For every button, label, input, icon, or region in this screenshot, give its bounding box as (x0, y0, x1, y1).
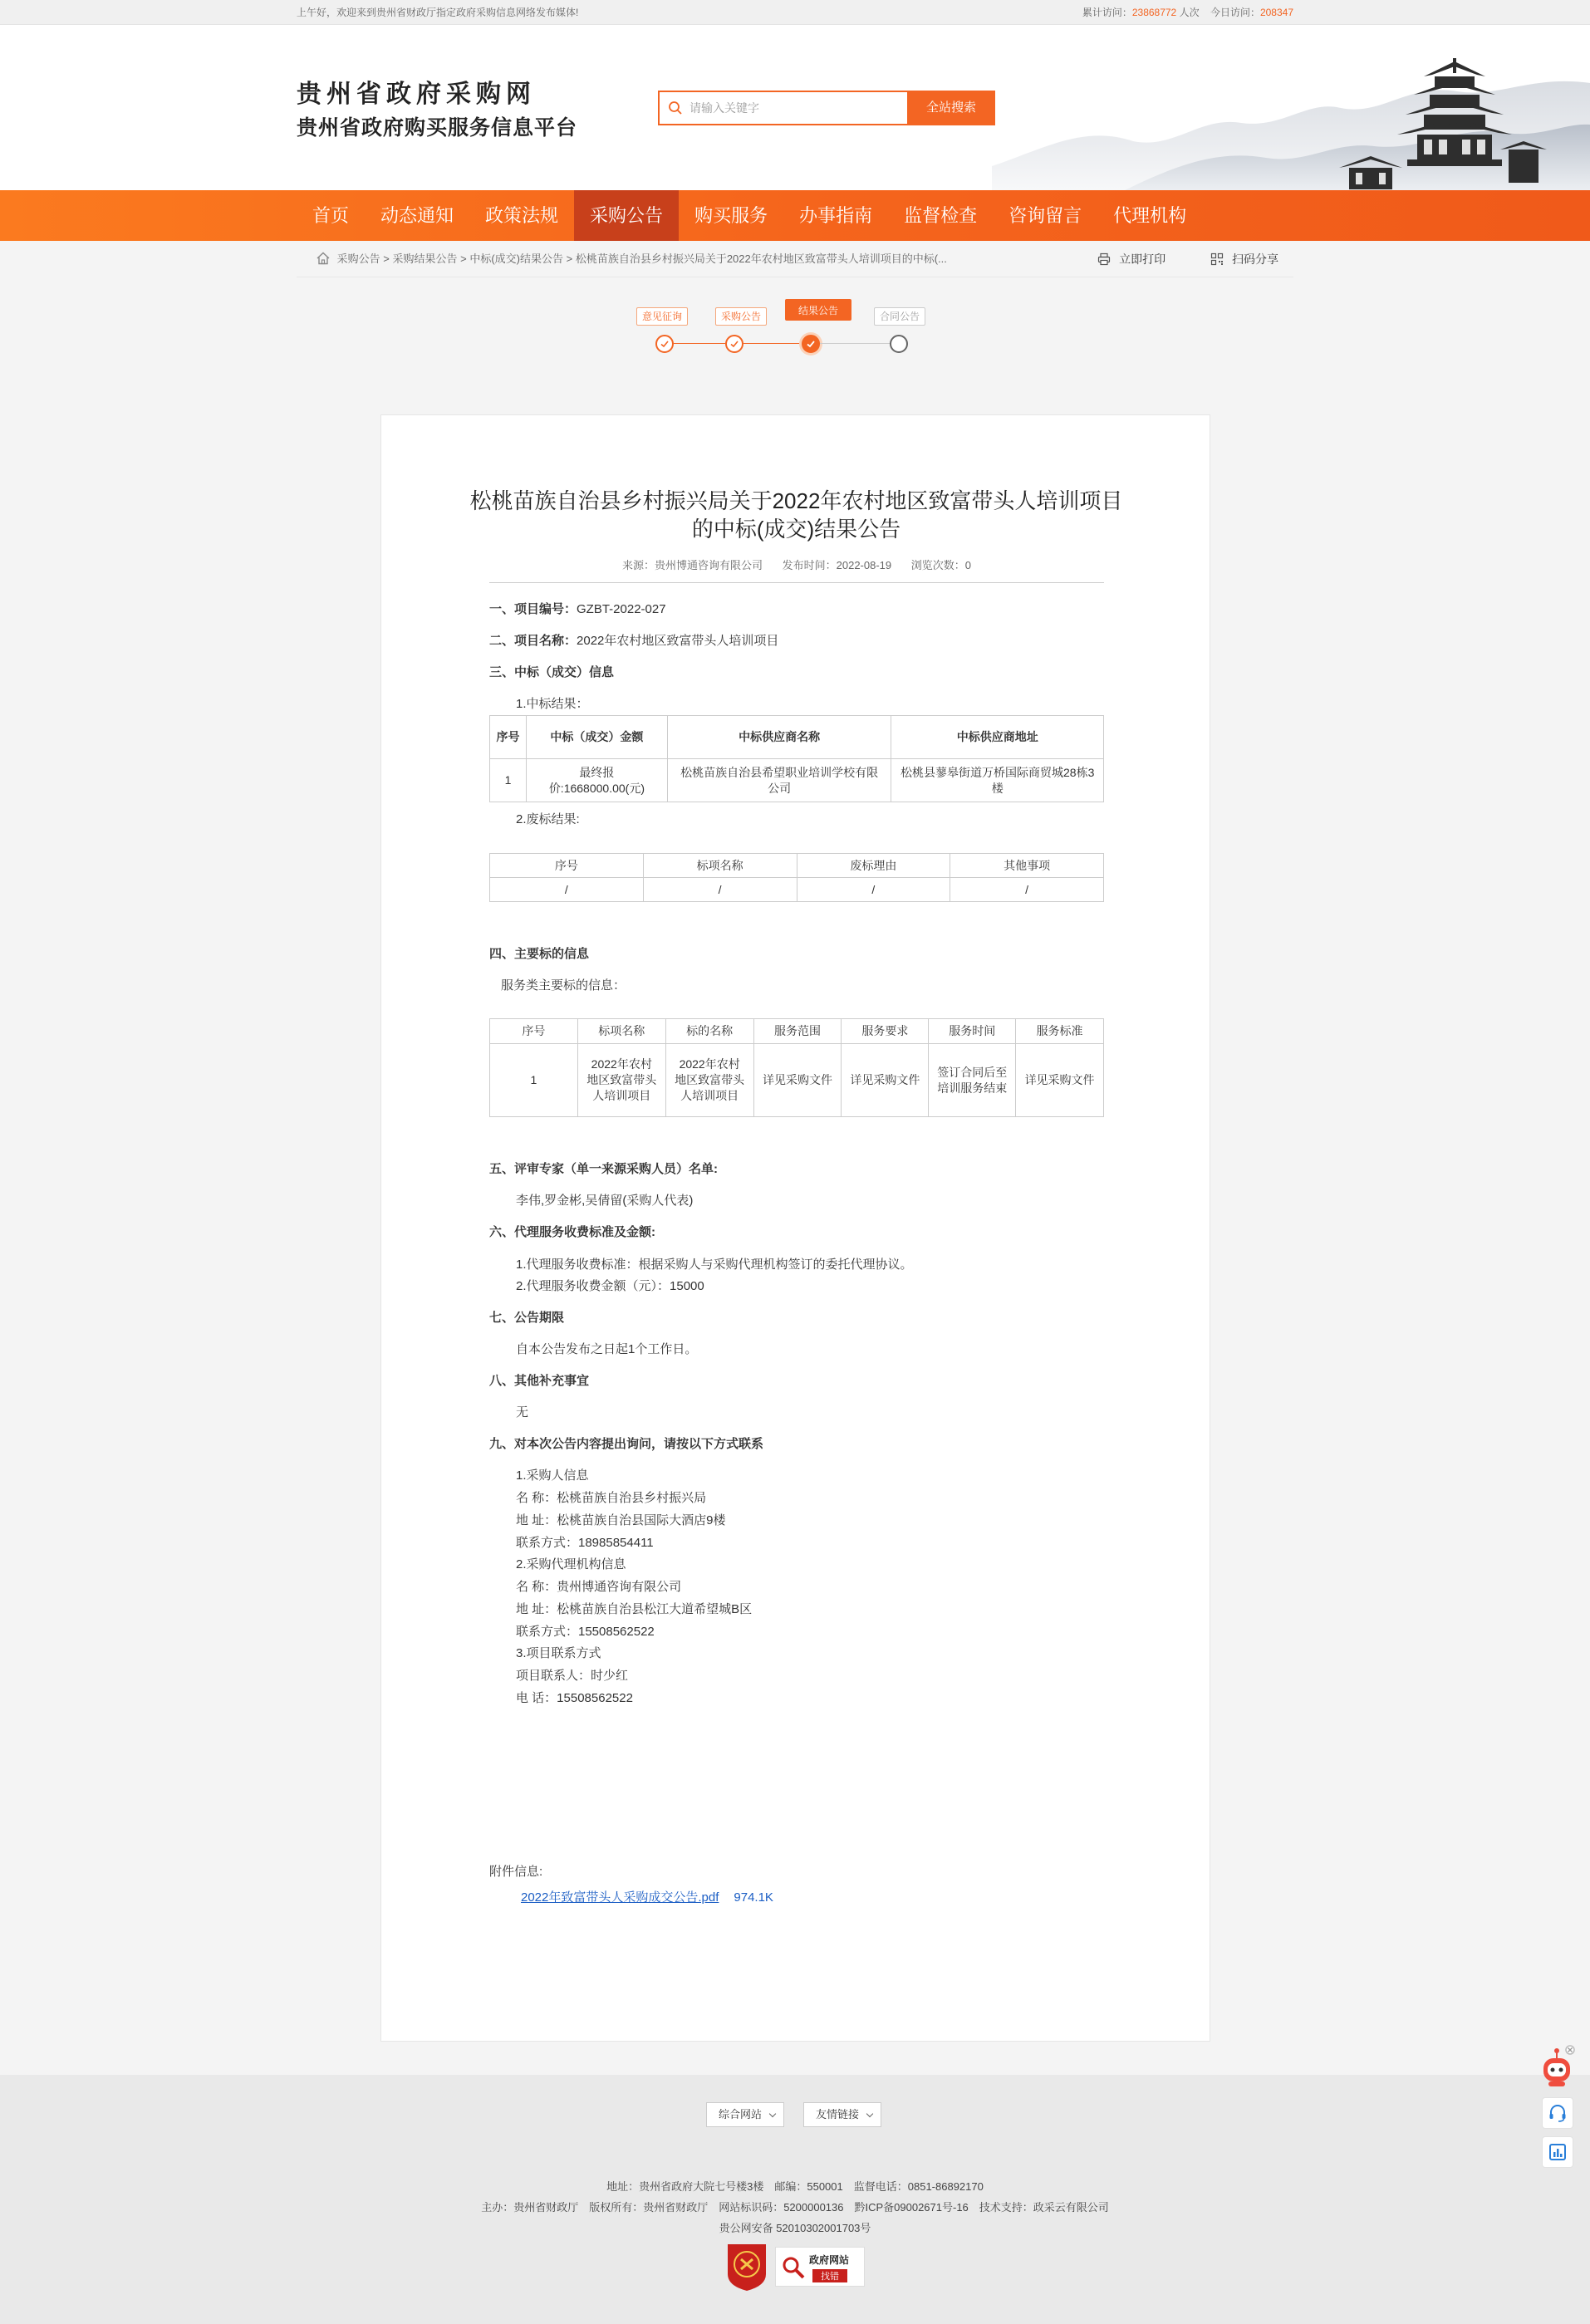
share-label: 扫码分享 (1232, 253, 1278, 266)
table-cell: 最终报价:1668000.00(元) (526, 759, 667, 802)
article-date: 发布时间：2022-08-19 (782, 559, 892, 571)
step-label-result[interactable]: 结果公告 (785, 299, 851, 321)
project-number-value: GZBT-2022-027 (577, 602, 666, 616)
table-cell: 详见采购文件 (753, 1044, 842, 1117)
site-header (0, 25, 1590, 190)
breadcrumb-current: 松桃苗族自治县乡村振兴局关于2022年农村地区致富带头人培训项目的中标(... (575, 253, 947, 265)
table-cell: / (950, 878, 1104, 902)
site-subtitle: 贵州省政府购买服务信息平台 (297, 115, 578, 140)
section-heading-3: 三、中标（成交）信息 (489, 665, 615, 679)
failed-bid-table (489, 853, 1104, 902)
comprehensive-sites-select[interactable]: 综合网站 (706, 2102, 784, 2127)
table-cell: 详见采购文件 (1016, 1044, 1104, 1117)
attachment-label: 附件信息: (489, 1865, 543, 1879)
step-label-consultation[interactable]: 意见征询 (636, 307, 688, 326)
contact-line: 项目联系人：时少红 (516, 1669, 629, 1683)
site-footer (0, 2075, 1590, 2324)
table-header: 标项名称 (577, 1019, 665, 1044)
pavilion-illustration (992, 25, 1590, 190)
printer-icon (1097, 253, 1111, 266)
table-cell: 2022年农村地区致富带头人培训项目 (665, 1044, 753, 1117)
contact-line: 1.采购人信息 (516, 1468, 589, 1483)
nav-policy[interactable]: 政策法规 (485, 205, 559, 226)
contact-line: 联系方式：18985854411 (516, 1536, 654, 1550)
table-header: 服务时间 (929, 1019, 1016, 1044)
table-header: 废标理由 (797, 854, 950, 878)
attachment-link[interactable]: 2022年致富带头人采购成交公告.pdf (521, 1890, 719, 1905)
today-visits-label: 今日访问： (1210, 7, 1260, 18)
search-input[interactable] (689, 92, 897, 124)
check-icon (729, 339, 739, 349)
step-connector (743, 343, 802, 344)
section-heading-6: 六、代理服务收费标准及金额: (489, 1225, 655, 1239)
table-header: 序号 (490, 1019, 578, 1044)
fail-result-label: 2.废标结果: (516, 812, 580, 826)
step-connector (820, 343, 890, 344)
nav-consult[interactable]: 咨询留言 (1008, 205, 1082, 226)
step-connector (674, 343, 725, 344)
table-header: 序号 (490, 716, 527, 759)
share-button[interactable] (1210, 253, 1278, 266)
win-result-label: 1.中标结果： (516, 697, 589, 711)
table-cell: 松桃县蓼皋街道万桥国际商贸城28栋3楼 (891, 759, 1104, 802)
chatbot-robot-icon[interactable] (1537, 2043, 1577, 2090)
print-button[interactable] (1097, 253, 1166, 266)
section-heading-4: 四、主要标的信息 (489, 947, 590, 961)
project-number (489, 600, 666, 617)
contact-line: 电 话：15508562522 (516, 1691, 633, 1705)
article-title (431, 487, 1161, 543)
search-box (658, 91, 995, 125)
attachment-item (521, 1888, 773, 1905)
table-cell: / (643, 878, 797, 902)
table-cell: / (797, 878, 950, 902)
section-heading-7: 七、公告期限 (489, 1311, 565, 1325)
fee-amount: 2.代理服务收费金额（元）：15000 (516, 1279, 704, 1293)
welcome-text: 上午好，欢迎来到贵州省财政厅指定政府采购信息网络发布媒体! (297, 7, 579, 18)
step-label-contract: 合同公告 (874, 307, 925, 326)
magnifier-icon (781, 2255, 806, 2280)
contact-line: 名 称：松桃苗族自治县乡村振兴局 (516, 1491, 707, 1505)
nav-purchase-services[interactable]: 购买服务 (694, 205, 768, 226)
chart-icon (1548, 2142, 1568, 2162)
service-subtitle: 服务类主要标的信息： (501, 978, 626, 993)
search-icon (668, 101, 683, 115)
article-source: 来源：贵州博通咨询有限公司 (622, 559, 763, 571)
page-tools (1056, 241, 1278, 277)
check-icon (806, 339, 816, 349)
table-cell: 签订合同后至培训服务结束 (929, 1044, 1016, 1117)
table-header: 服务要求 (842, 1019, 929, 1044)
breadcrumb-separator: > (457, 253, 470, 265)
project-number-label: 一、项目编号： (489, 602, 577, 616)
visit-stats (1082, 0, 1293, 25)
table-cell: / (490, 878, 644, 902)
nav-agencies[interactable]: 代理机构 (1113, 205, 1187, 226)
customer-service-button[interactable] (1542, 2097, 1573, 2129)
nav-news[interactable]: 动态通知 (380, 205, 454, 226)
headset-icon (1548, 2103, 1568, 2123)
announcement-article (380, 414, 1210, 2042)
project-name-label: 二、项目名称： (489, 634, 577, 648)
table-header: 中标（成交）金额 (526, 716, 667, 759)
step-dot-result (802, 335, 820, 353)
top-bar (0, 0, 1590, 25)
contact-line: 联系方式：15508562522 (516, 1625, 655, 1639)
step-dot-procurement (725, 335, 743, 353)
total-visits-unit: 人次 (1179, 7, 1200, 18)
table-header: 中标供应商名称 (667, 716, 891, 759)
section-heading-9: 九、对本次公告内容提出询问，请按以下方式联系 (489, 1437, 764, 1451)
notice-period: 自本公告发布之日起1个工作日。 (516, 1342, 698, 1356)
service-table (489, 1018, 1104, 1117)
check-icon (660, 339, 670, 349)
nav-home[interactable]: 首页 (312, 205, 350, 226)
table-header: 服务范围 (753, 1019, 842, 1044)
section-heading-8: 八、其他补充事宜 (489, 1374, 590, 1388)
article-title-line1: 松桃苗族自治县乡村振兴局关于2022年农村地区致富带头人培训项目 (469, 488, 1123, 513)
contact-line: 地 址：松桃苗族自治县国际大酒店9楼 (516, 1513, 726, 1527)
badge-line1: 政府网站 (809, 2254, 850, 2266)
contact-line: 名 称：贵州博通咨询有限公司 (516, 1580, 682, 1594)
contact-line: 2.采购代理机构信息 (516, 1557, 626, 1571)
article-meta (489, 556, 1104, 583)
table-header: 其他事项 (950, 854, 1104, 878)
other-matters: 无 (516, 1405, 529, 1419)
main-nav (0, 190, 1590, 241)
qrcode-icon (1210, 253, 1224, 266)
step-dot-contract (890, 335, 908, 353)
project-name-value: 2022年农村地区致富带头人培训项目 (577, 634, 779, 648)
site-title[interactable]: 贵州省政府采购网 (297, 80, 536, 109)
breadcrumb-link-results[interactable]: 采购结果公告 (392, 253, 458, 265)
footer-copyright: 主办：贵州省财政厅 版权所有：贵州省财政厅 网站标识码：5200000136 黔ICP备09002671号-16 技术支持：政采云有限公司 (481, 2201, 1109, 2214)
attachment-size: 974.1K (734, 1890, 773, 1905)
fee-standard: 1.代理服务收费标准：根据采购人与采购代理机构签订的委托代理协议。 (516, 1258, 913, 1272)
table-header: 标项名称 (643, 854, 797, 878)
breadcrumb-link-winning[interactable]: 中标(成交)结果公告 (469, 253, 563, 265)
friend-links-select[interactable]: 友情链接 (803, 2102, 881, 2127)
table-cell: 1 (490, 1044, 578, 1117)
footer-police-record: 贵公网安备 52010302001703号 (719, 2222, 871, 2234)
today-visits-value: 208347 (1259, 7, 1293, 18)
contact-line: 地 址：松桃苗族自治县松江大道希望城B区 (516, 1602, 753, 1616)
badge-line2: 找错 (812, 2269, 847, 2282)
table-cell: 松桃苗族自治县希望职业培训学校有限公司 (667, 759, 891, 802)
nav-supervision[interactable]: 监督检查 (904, 205, 978, 226)
site-error-report-badge[interactable] (775, 2247, 865, 2287)
table-cell: 2022年农村地区致富带头人培训项目 (577, 1044, 665, 1117)
table-header: 标的名称 (665, 1019, 753, 1044)
contact-line: 3.项目联系方式 (516, 1646, 601, 1660)
total-visits-value: 23868772 (1131, 7, 1177, 18)
nav-procurement-notices[interactable]: 采购公告 (574, 190, 679, 241)
winning-table (489, 715, 1104, 802)
statistics-button[interactable] (1542, 2136, 1573, 2168)
breadcrumb-separator: > (562, 253, 576, 265)
section-heading-5: 五、评审专家（单一来源采购人员）名单: (489, 1162, 718, 1176)
breadcrumb (297, 241, 1293, 277)
home-icon[interactable] (316, 251, 331, 266)
breadcrumb-link-notices[interactable]: 采购公告 (336, 253, 380, 265)
table-header: 中标供应商地址 (891, 716, 1104, 759)
footer-address: 地址：贵州省政府大院七号楼3楼 邮编：550001 监督电话：0851-86892170 (606, 2180, 984, 2193)
project-name (489, 631, 778, 649)
nav-guide[interactable]: 办事指南 (799, 205, 873, 226)
search-button[interactable]: 全站搜索 (907, 91, 995, 125)
expert-list: 李伟,罗金彬,吴倩留(采购人代表) (516, 1194, 694, 1208)
print-label: 立即打印 (1119, 253, 1166, 266)
step-label-procurement[interactable]: 采购公告 (715, 307, 767, 326)
total-visits-label: 累计访问： (1082, 7, 1132, 18)
breadcrumb-separator: > (380, 253, 393, 265)
table-header: 服务标准 (1016, 1019, 1104, 1044)
table-header: 序号 (490, 854, 644, 878)
table-cell: 1 (490, 759, 527, 802)
table-cell: 详见采购文件 (842, 1044, 929, 1117)
article-title-line2: 的中标(成交)结果公告 (691, 517, 901, 542)
step-dot-consultation (655, 335, 674, 353)
process-steps (631, 299, 920, 357)
article-views: 浏览次数：0 (910, 559, 971, 571)
party-emblem-icon[interactable] (724, 2241, 769, 2292)
